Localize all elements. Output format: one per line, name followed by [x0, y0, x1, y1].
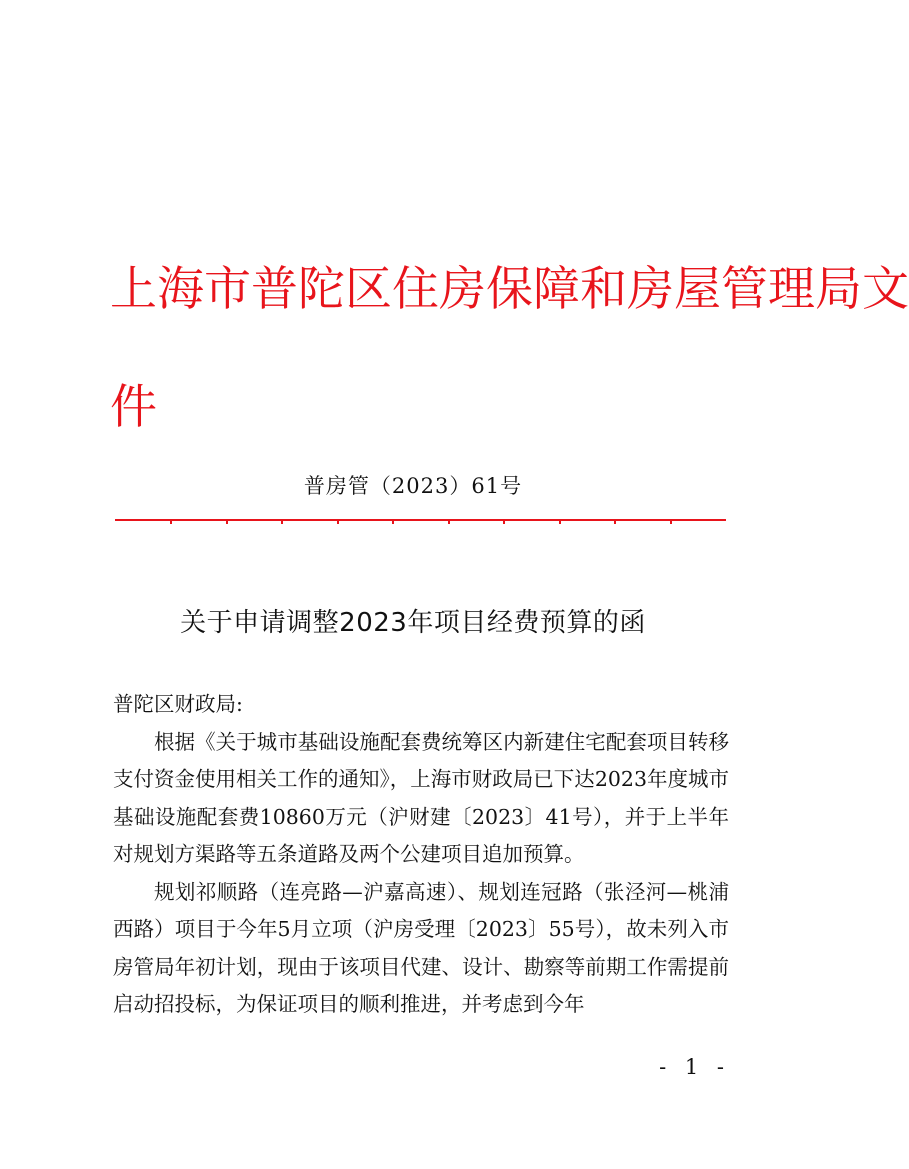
issuing-authority-title-continued: 件 [110, 380, 157, 435]
rule-tick [448, 521, 450, 524]
rule-tick [503, 521, 505, 524]
paragraph: 规划祁顺路（连亮路—沪嘉高速）、规划连冠路（张泾河—桃浦西路）项目于今年5月立项（沪房受理〔2023〕55号），故未列入市房管局年初计划，现由于该项目代建、设计、勘察等前期工作需提前启动招投标，为保证项目的顺利推进，并考虑到今年 [113, 879, 729, 1016]
rule-tick [281, 521, 283, 524]
rule-tick [392, 521, 394, 524]
letter-title: 关于申请调整2023年项目经费预算的函 [180, 608, 646, 638]
salutation: 普陀区财政局: [113, 692, 243, 716]
red-separator-line [115, 519, 726, 521]
document-number: 普房管（2023）61号 [303, 474, 523, 498]
issuing-authority-title: 上海市普陀区住房保障和房屋管理局文 [110, 262, 909, 317]
rule-tick [559, 521, 561, 524]
rule-tick [614, 521, 616, 524]
letter-body [113, 686, 729, 1024]
page-number: - 1 - [659, 1055, 730, 1079]
rule-tick [226, 521, 228, 524]
rule-tick [170, 521, 172, 524]
paragraph: 根据《关于城市基础设施配套费统筹区内新建住宅配套项目转移支付资金使用相关工作的通知》，上海市财政局已下达2023年度城市基础设施配套费10860万元（沪财建〔2023〕41号），并于上半年对规划方渠路等五条道路及两个公建项目追加预算。 [113, 729, 729, 866]
rule-tick [337, 521, 339, 524]
rule-tick [670, 521, 672, 524]
